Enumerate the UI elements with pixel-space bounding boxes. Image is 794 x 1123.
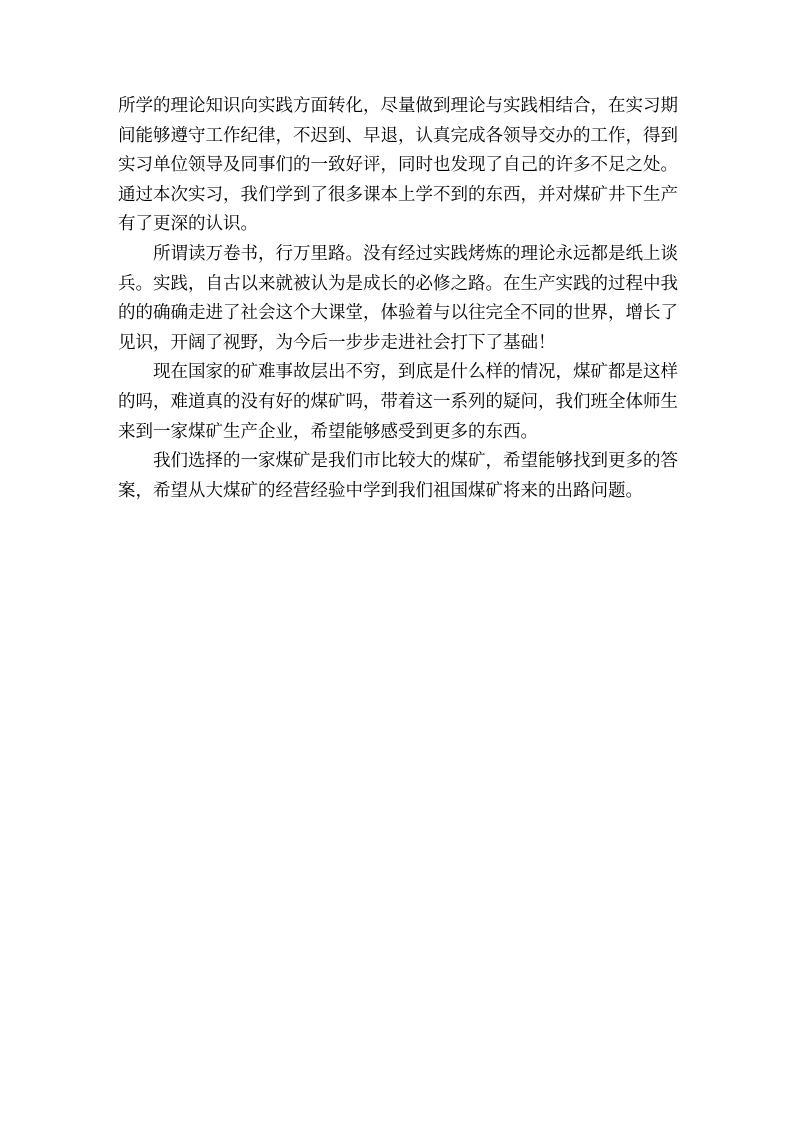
paragraph: 现在国家的矿难事故层出不穷，到底是什么样的情况，煤矿都是这样的吗，难道真的没有好的煤矿吗，带着这一系列的疑问，我们班全体师生来到一家煤矿生产企业，希望能够感受到更多的东西。 bbox=[118, 362, 678, 442]
paragraph: 我们选择的一家煤矿是我们市比较大的煤矿，希望能够找到更多的答案，希望从大煤矿的经营经验中学到我们祖国煤矿将来的出路问题。 bbox=[118, 451, 678, 501]
paragraph: 所谓读万卷书，行万里路。没有经过实践烤炼的理论永远都是纸上谈兵。实践，自古以来就被认为是成长的必修之路。在生产实践的过程中我的的确确走进了社会这个大课堂，体验着与以往完全不同的世界，增长了见识，开阔了视野，为今后一步步走进社会打下了基础！ bbox=[118, 243, 678, 353]
document-body bbox=[118, 92, 678, 506]
paragraph: 所学的理论知识向实践方面转化，尽量做到理论与实践相结合，在实习期间能够遵守工作纪律，不迟到、早退，认真完成各领导交办的工作，得到实习单位领导及同事们的一致好评，同时也发现了自己的许多不足之处。通过本次实习，我们学到了很多课本上学不到的东西，并对煤矿井下生产有了更深的认识。 bbox=[118, 96, 678, 235]
